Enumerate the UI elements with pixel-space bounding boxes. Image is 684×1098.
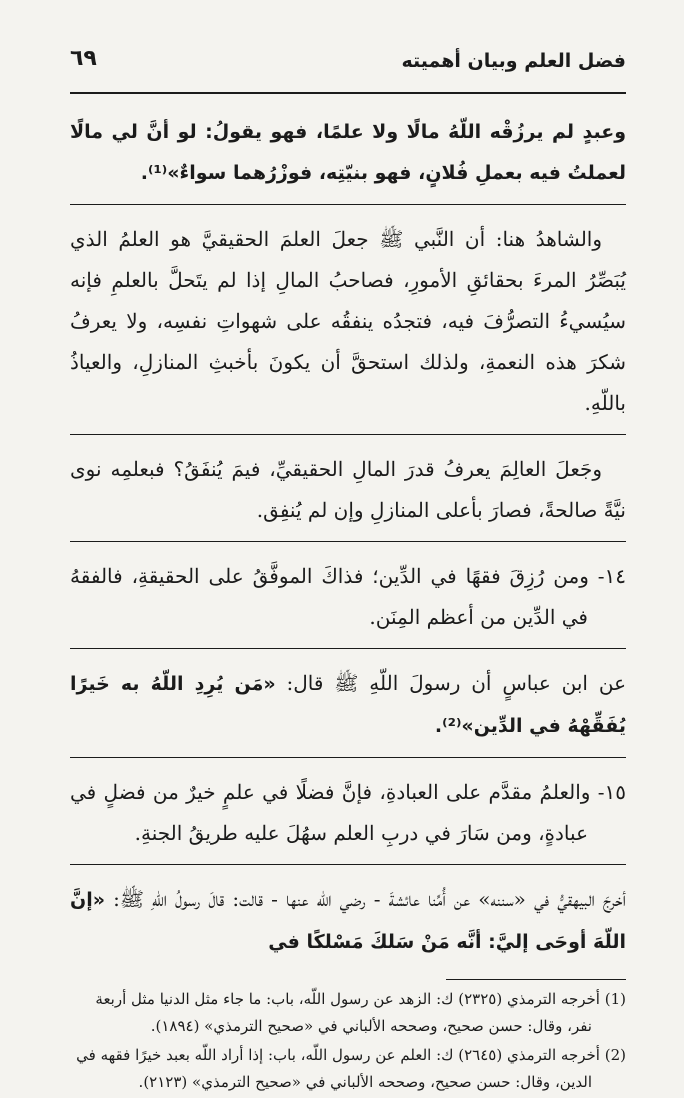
paragraph-separator bbox=[70, 434, 626, 435]
running-title: فضل العلم وبيان أهميته bbox=[401, 50, 626, 72]
numbered-point-15: ١٥- والعلمُ مقدَّم على العبادةِ، فإنَّ فضلًا في علمٍ خيرٌ من فضلٍ في عبادةٍ، ومن سَارَ في دربِ العلم سهُلَ عليه طريقُ الجنةِ. bbox=[70, 780, 626, 845]
paragraph-separator bbox=[70, 757, 626, 758]
hadith-continuation: وعبدٍ لم يرزُقْه اللّهُ مالًا ولا علمًا، فهو يقولُ: لو أنَّ لي مالًا لعملتُ فيه بعملِ فُلانٍ، فهو بنيّتِه، فوزْرُهما سواءٌ»⁽¹⁾. bbox=[70, 121, 626, 184]
narration-paragraph bbox=[70, 879, 626, 963]
numbered-point-14: ١٤- ومن رُزِقَ فقهًا في الدِّين؛ فذاكَ الموفَّقُ على الحقيقةِ، فالفقهُ في الدِّين من أعظم المِنَن. bbox=[70, 564, 626, 629]
main-text bbox=[70, 112, 626, 963]
narration-paragraph bbox=[70, 663, 626, 747]
header-rule bbox=[70, 92, 626, 94]
paragraph-separator bbox=[70, 864, 626, 865]
narration-intro: أخرجَ البيهقيُّ في «سننه» عن أُمِّنا عائشةَ - رضي اللّه عنها - قالت: قالَ رسولُ اللّهِ ﷺ: bbox=[113, 887, 627, 911]
footnote-separator bbox=[446, 979, 626, 980]
page-number: ٦٩ bbox=[70, 46, 97, 71]
footnotes bbox=[70, 986, 626, 1096]
hadith-quote: «إنَّ اللّهَ أوحَى إليَّ: أنَّه مَنْ سَلكَ مَسْلكًا في bbox=[70, 889, 626, 953]
commentary-paragraph: وجَعلَ العالِمَ يعرفُ قدرَ المالِ الحقيقيِّ، فيمَ يُنفَقُ؟ فبعلمِه نوى نيَّةً صالحةً، فصارَ بأعلى المنازلِ وإن لم يُنفِق. bbox=[70, 457, 626, 522]
paragraph-separator bbox=[70, 541, 626, 542]
book-page bbox=[70, 44, 626, 1098]
narration-intro: عن ابن عباسٍ أن رسولَ اللّهِ ﷺ قال: bbox=[286, 671, 626, 695]
paragraph-separator bbox=[70, 648, 626, 649]
running-header bbox=[70, 44, 626, 80]
commentary-paragraph: والشاهدُ هنا: أن النَّبي ﷺ جعلَ العلمَ الحقيقيَّ هو العلمُ الذي يُبَصِّرُ المرءَ بحقائقِ الأمورِ، فصاحبُ المالِ إذا لم يتَحلَّ بالعلمِ فإنه سيُسيءُ التصرُّفَ فيه، فتجدُه ينفقُه على شهواتِ نفسِه، ولا يعرفُ شكرَ هذه النعمةِ، ولذلك استحقَّ أن يكونَ بأخبثِ المنازلِ، والعياذُ باللّهِ. bbox=[70, 227, 626, 415]
paragraph-separator bbox=[70, 204, 626, 205]
hadith-quote: «مَن يُرِدِ اللّهُ به خَيرًا يُفَقِّهْهُ في الدِّين»⁽²⁾. bbox=[70, 673, 626, 737]
footnote-2: (2) أخرجه الترمذي (٢٦٤٥) ك: العلم عن رسول اللّه، باب: إذا أراد اللّه بعبد خيرًا فقهه في الدين، وقال: حسن صحيح، وصححه الألباني في «صحيح الترمذي» (٢١٢٣). bbox=[76, 1046, 626, 1091]
footnote-1: (1) أخرجه الترمذي (٢٣٢٥) ك: الزهد عن رسول اللّه، باب: ما جاء مثل الدنيا مثل أربعة نفر، وقال: حسن صحيح، وصححه الألباني في «صحيح الترمذي» (١٨٩٤). bbox=[95, 990, 626, 1035]
